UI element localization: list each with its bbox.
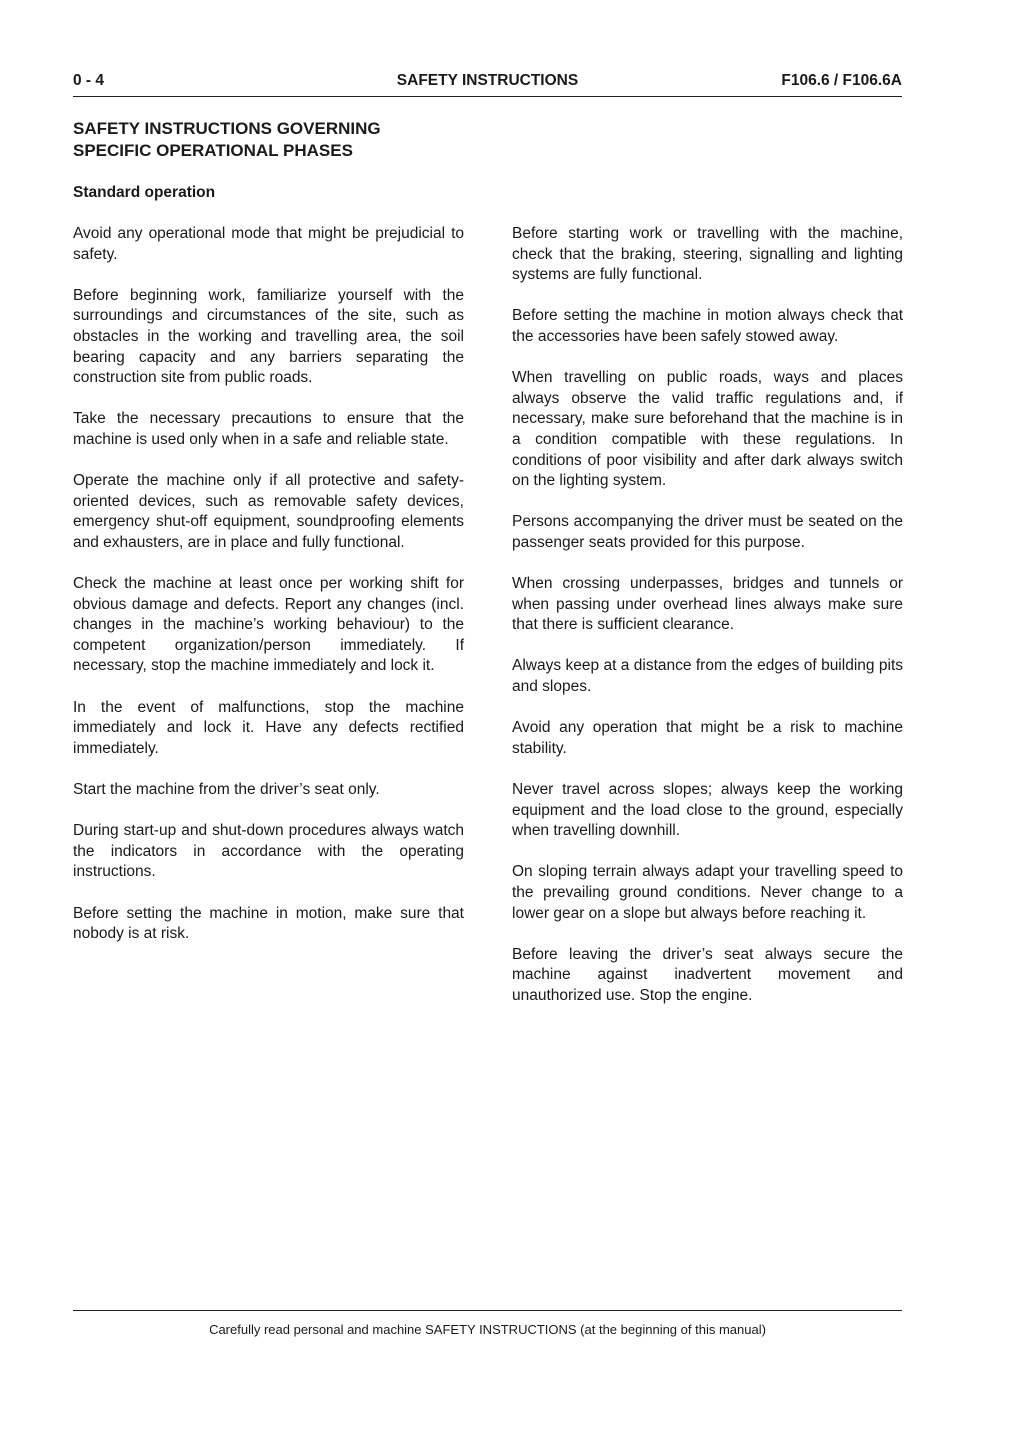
model-number: F106.6 / F106.6A: [781, 72, 902, 89]
paragraph: Before leaving the driver’s seat always secure the machine against inadvertent movement and unauthorized use. Stop the engine.: [512, 945, 903, 1004]
paragraph: When crossing underpasses, bridges and tunnels or when passing under overhead lines always make sure that there is sufficient clearance.: [512, 575, 903, 634]
paragraph: Before setting the machine in motion always check that the accessories have been safely stowed away.: [512, 307, 903, 345]
paragraph: Check the machine at least once per working shift for obvious damage and defects. Report any changes (incl. changes in the machine’s working behaviour) to the competent organization/person immediately. If necessary, stop the machine immediately and lock it.: [73, 575, 464, 675]
paragraph: Before starting work or travelling with the machine, check that the braking, steering, signalling and lighting systems are fully functional.: [512, 225, 903, 284]
paragraph: On sloping terrain always adapt your travelling speed to the prevailing ground conditions. Never change to a lower gear on a slope but always before reaching it.: [512, 863, 903, 922]
paragraph: Before beginning work, familiarize yourself with the surroundings and circumstances of the site, such as obstacles in the working and travelling area, the soil bearing capacity and any barriers separating the construction site from public roads.: [73, 286, 464, 387]
section-title-line-1: SAFETY INSTRUCTIONS GOVERNING: [73, 119, 381, 138]
page-number: 0 - 4: [73, 72, 105, 89]
paragraph: Before setting the machine in motion, make sure that nobody is at risk.: [73, 904, 464, 943]
paragraph: Avoid any operational mode that might be prejudicial to safety.: [73, 225, 464, 263]
paragraph: Never travel across slopes; always keep the working equipment and the load close to the ground, especially when travelling downhill.: [512, 781, 903, 840]
paragraph: When travelling on public roads, ways and places always observe the valid traffic regulations and, if necessary, make sure beforehand that the machine is in a condition compatible with these regulations. In conditions of poor visibility and after dark always switch on the lighting system.: [512, 369, 903, 490]
paragraph: Operate the machine only if all protective and safety-oriented devices, such as removable safety devices, emergency shut-off equipment, soundproofing elements and exhausters, are in place and fully functional.: [73, 472, 464, 551]
paragraph: Persons accompanying the driver must be seated on the passenger seats provided for this purpose.: [512, 513, 903, 551]
paragraph: Always keep at a distance from the edges of building pits and slopes.: [512, 657, 903, 696]
section-title-line-2: SPECIFIC OPERATIONAL PHASES: [73, 141, 353, 160]
paragraph: In the event of malfunctions, stop the machine immediately and lock it. Have any defects rectified immediately.: [73, 698, 464, 757]
paragraph: Start the machine from the driver’s seat only.: [73, 781, 380, 799]
section-title: [73, 118, 573, 162]
subsection-title: Standard operation: [73, 184, 216, 201]
paragraph: Take the necessary precautions to ensure that the machine is used only when in a safe and reliable state.: [73, 410, 464, 448]
right-column: [512, 224, 903, 1027]
paragraph: Avoid any operation that might be a risk to machine stability.: [512, 719, 903, 757]
paragraph: During start-up and shut-down procedures always watch the indicators in accordance with the operating instructions.: [73, 822, 464, 881]
footer-note: Carefully read personal and machine SAFETY INSTRUCTIONS (at the beginning of this manual): [209, 1322, 766, 1337]
left-column: [73, 224, 464, 965]
footer-divider: [73, 1310, 902, 1311]
header-divider: [73, 96, 902, 97]
page-header: [73, 72, 902, 92]
header-title: SAFETY INSTRUCTIONS: [396, 72, 579, 89]
